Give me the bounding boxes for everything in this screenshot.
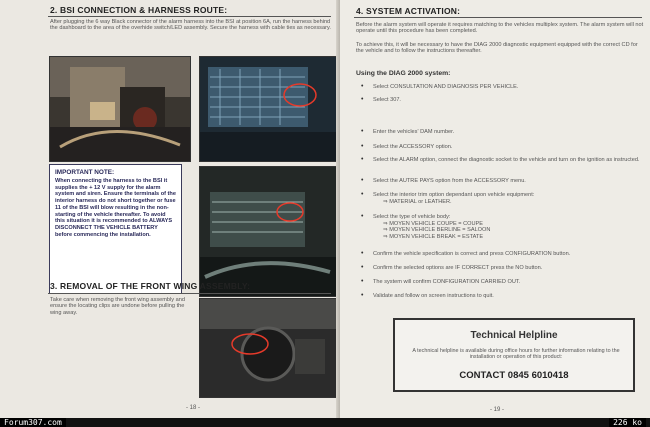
section-3-title: 3. REMOVAL OF THE FRONT WING ASSEMBLY: <box>50 281 251 291</box>
section-4-underline <box>354 17 642 18</box>
important-note-title: IMPORTANT NOTE: <box>55 169 115 176</box>
helpline-contact: CONTACT 0845 6010418 <box>459 370 569 381</box>
section-2-underline <box>48 16 331 17</box>
section-4-title: 4. SYSTEM ACTIVATION: <box>356 6 461 16</box>
important-note-box <box>49 164 182 294</box>
vehicle-type-estate: ⇒ MOYEN VEHICLE BREAK = ESTATE <box>383 233 484 240</box>
section-2-title: 2. BSI CONNECTION & HARNESS ROUTE: <box>50 5 228 15</box>
trim-option: ⇒ MATERIAL or LEATHER. <box>383 199 452 205</box>
photo-bsi-module <box>199 166 337 297</box>
section-3-underline <box>48 293 331 294</box>
vehicle-body-types <box>383 221 490 240</box>
photo-bsi-connector <box>49 56 191 162</box>
section-4-intro-2: To achieve this, it will be necessary to have the DIAG 2000 diagnostic equipment equipped with the correct CD for the vehicle and to follow the instructions thereafter. <box>356 42 638 55</box>
section-3-body: Take care when removing the front wing assembly and ensure the locating clips are undone before pulling the wing away. <box>50 297 185 316</box>
file-size: 226 ko <box>609 418 646 427</box>
vehicle-type-coupe: ⇒ MOYEN VEHICLE COUPE = COUPE <box>383 221 483 227</box>
helpline-text: A technical helpline is available during office hours for further information relating to the installation or operation of this product: <box>412 348 620 361</box>
vehicle-type-saloon: ⇒ MOYEN VEHICLE BERLINE = SALOON <box>383 227 491 234</box>
section-2-body: After plugging the 6 way Black connector of the alarm harness into the BSI at position 6A, run the harness behind the dashboard to the area of the overhide switch/LED assembly. Secure the harness with cable ties as necessary. <box>50 19 331 32</box>
right-page-number: - 19 - <box>490 407 505 413</box>
watermark: Forum307.com <box>0 418 66 427</box>
photo-front-wing <box>199 298 337 398</box>
diag-2000-label: Using the DIAG 2000 system: <box>356 70 451 77</box>
document-spread: 2. BSI CONNECTION & HARNESS ROUTE: After plugging the 6 way Black connector of the alarm harness into the BSI at position 6A, run the harness behind the dashboard to the area of the overhide switch/LED assembly. Secure the harness with cable ties as necessary. IMPORTANT NOTE: When connecting the harness to the BSI it supplies the + 12 V supply for the alarm system and siren. Ensure the terminals of the interior harness do not short together or fuse 11 of the BSI will blow resulting in the non-starting of the vehicle thereafter. To avoid this situation it is recommended to ALWAYS DISCONNECT THE VEHICLE BATTERY before commencing the installation. 3. REMOVAL OF THE FRONT WING ASSEMBLY: Take care when removing the front wing assembly and ensure the locating clips are undone before pulling the wing away. - 18 - 4. SYSTEM ACTIVATION: Before the alarm system will operate it requires matching to the vehicles multiplex system. The alarm system will not operate until this procedure has been completed. To achieve this, it will be necessary to have the DIAG 2000 diagnostic equipment equipped with the correct CD for the vehicle and to follow the instructions thereafter. Using the DIAG 2000 system: • Select CONSULTATION AND DIAGNOSIS PER VEHICLE. • Select 307. • Enter the vehicles' DAM number. • Select the ACCESSORY option. • Select the ALARM option, connect the diagnostic socket to the vehicle and turn on the ignition as instructed. • Select the AUTRE PAYS option from the ACCESSORY menu. • Select the interior trim option dependant upon vehicle equipment: ⇒ MATERIAL or LEATHER. • Select the type of vehicle body: ⇒ MOYEN VEHICLE COUPE = COUPE ⇒ MOYEN VEHICLE BERLINE = SALOON ⇒ MOYEN VEHICLE BREAK = ESTATE • Confirm the vehicle specification is correct and press CONFIGURATION button. • Confirm the selected options are IF CORRECT press the NO button. • The system will confirm CONFIGURATION CARRIED OUT. • Validate and follow on screen instructions to quit. Technical Helpline A technical helpline is available during office hours for further information relating to the installation or operation of this product: CONTACT 0845 6010418 - 19 - <box>0 0 650 418</box>
section-4-intro-1: Before the alarm system will operate it requires matching to the vehicles multiplex system. The alarm system will not operate until this procedure has been completed. <box>356 22 644 35</box>
helpline-title: Technical Helpline <box>470 330 558 341</box>
left-page-number: - 18 - <box>186 405 201 411</box>
photo-dashboard-harness <box>199 56 337 162</box>
footer-strip <box>0 418 650 427</box>
important-note-body: When connecting the harness to the BSI it supplies the + 12 V supply for the alarm system and siren. Ensure the terminals of the interior harness do not short together or fuse 11 of the BSI will blow resulting in the non-starting of the vehicle thereafter. To avoid this situation it is recommended to ALWAYS DISCONNECT THE VEHICLE BATTERY before commencing the installation. <box>55 178 176 238</box>
technical-helpline-box <box>393 318 635 392</box>
